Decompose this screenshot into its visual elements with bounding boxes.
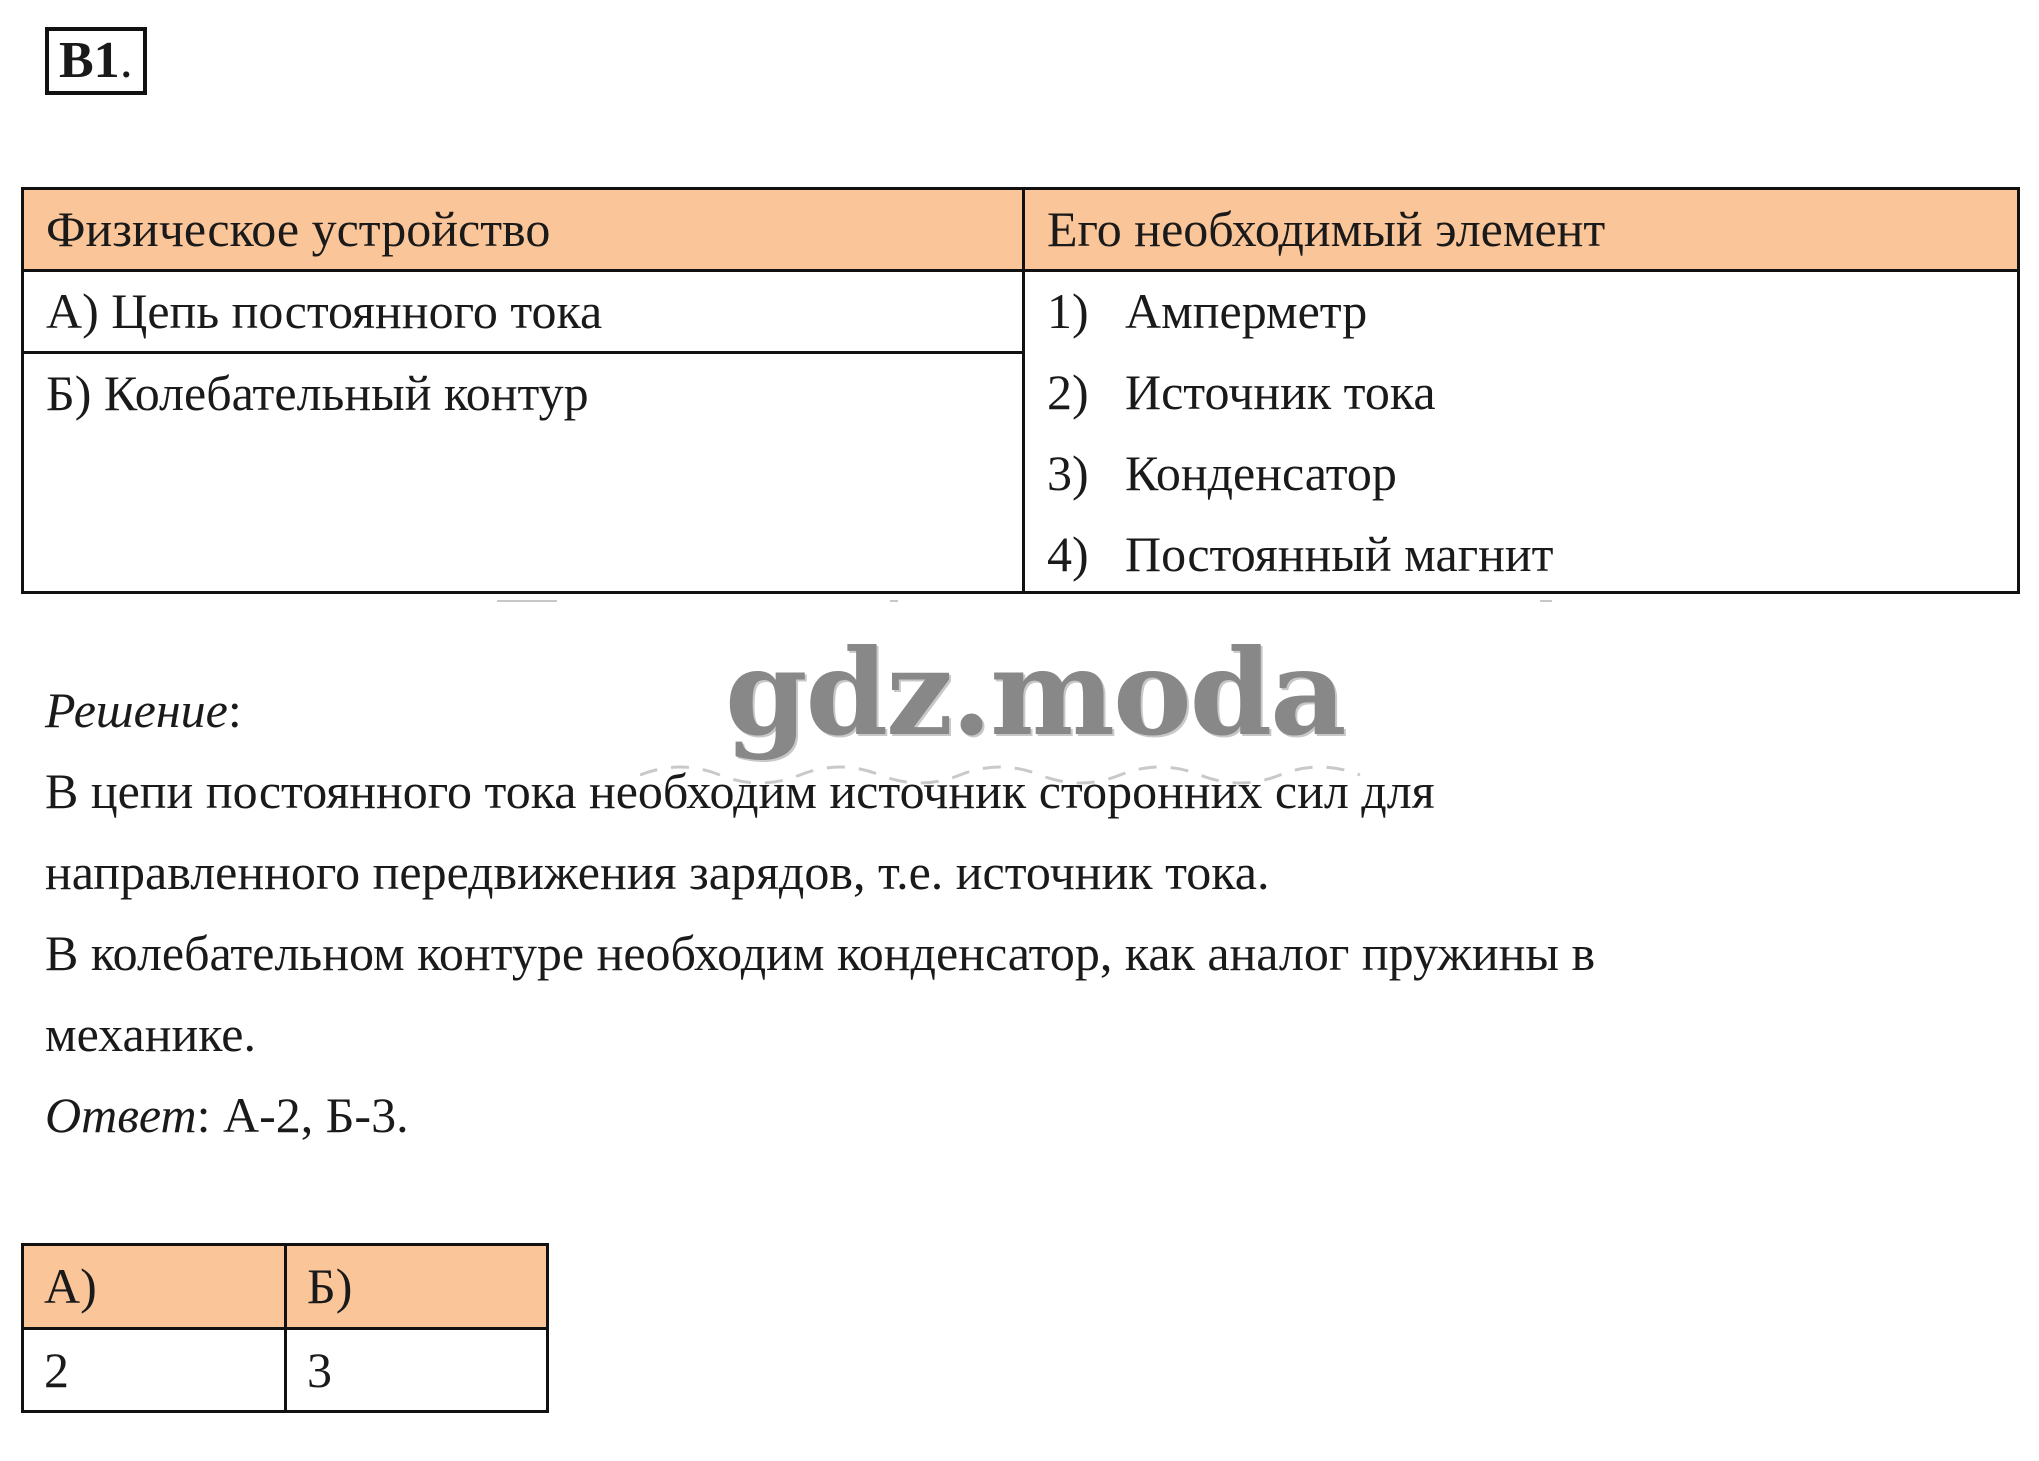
solution-label: Решение (45, 682, 228, 738)
element-text-2: Источник тока (1125, 364, 1436, 420)
element-num-4: 4) (1047, 526, 1089, 582)
solution-line-2: направленного передвижения зарядов, т.е. источник тока. (45, 844, 1270, 900)
solution-label-colon: : (227, 682, 242, 738)
solution-line-3: В колебательном контуре необходим конденсатор, как аналог пружины в (45, 925, 1596, 981)
watermark-wave-icon (640, 755, 1400, 785)
answer-value: : А-2, Б-3. (196, 1087, 409, 1143)
answer-table (21, 1243, 549, 1413)
task-number-label (45, 27, 147, 95)
header-device: Физическое устройство (24, 190, 1025, 272)
device-item-b: Б) Колебательный контур (24, 354, 1025, 591)
element-text-4: Постоянный магнит (1125, 526, 1554, 582)
task-number: В1 (59, 32, 120, 89)
element-num-1: 1) (1047, 283, 1089, 339)
element-num-3: 3) (1047, 445, 1089, 501)
device-item-a: А) Цепь постоянного тока (24, 272, 1025, 354)
element-num-2: 2) (1047, 364, 1089, 420)
scan-mark (1540, 600, 1552, 610)
element-item-4 (1047, 515, 2017, 596)
answer-line (45, 1075, 1965, 1156)
answer-header-a: А) (24, 1246, 287, 1330)
element-item-2 (1047, 353, 2017, 434)
element-item-3 (1047, 434, 2017, 515)
answer-label: Ответ (45, 1087, 197, 1143)
element-text-3: Конденсатор (1125, 445, 1397, 501)
scan-mark (890, 600, 898, 610)
solution-line-4: механике. (45, 1006, 256, 1062)
solution-line-1: В цепи постоянного тока необходим источник сторонних сил для (45, 763, 1435, 819)
answer-value-a: 2 (24, 1330, 287, 1410)
answer-header-b: Б) (287, 1246, 546, 1330)
scan-mark (497, 600, 557, 610)
element-item-1 (1047, 272, 2017, 353)
matching-table (21, 187, 2020, 594)
header-element: Его необходимый элемент (1025, 190, 2017, 272)
watermark-logo: gdz.moda (725, 623, 1345, 762)
task-number-dot: . (119, 32, 133, 89)
answer-value-b: 3 (307, 1342, 332, 1398)
element-text-1: Амперметр (1125, 283, 1368, 339)
element-list (1025, 272, 2017, 591)
